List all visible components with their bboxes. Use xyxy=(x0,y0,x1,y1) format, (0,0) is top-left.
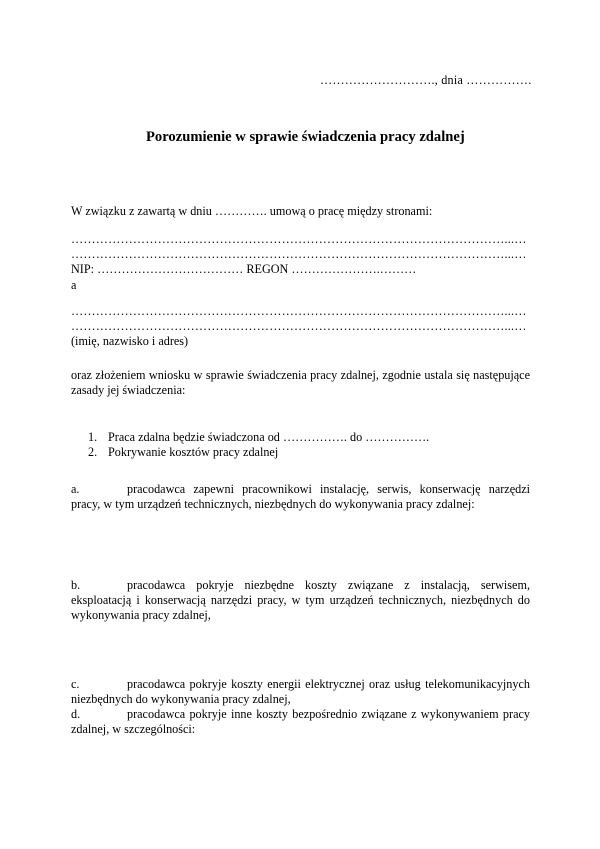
list-item-2 xyxy=(88,445,278,460)
clause-letter: a. xyxy=(71,482,80,496)
party2-line2: ……………………………………………………………………………………………...… xyxy=(71,319,527,333)
clause-letter: b. xyxy=(71,578,81,592)
nip-regon-line: NIP: ……………………………… REGON ………………….……… xyxy=(71,262,417,276)
clause-letter: d. xyxy=(71,707,81,721)
document-title: Porozumienie w sprawie świadczenia pracy zdalnej xyxy=(146,129,465,145)
clause-c xyxy=(71,677,530,707)
party1-line1: ……………………………………………………………………………………………...… xyxy=(71,232,527,246)
clause-text: pracodawca pokryje koszty energii elektrycznej oraz usług telekomunikacyjnych niezbędnych do wykonywania pracy zdalnej, xyxy=(71,677,530,706)
list-number: 2. xyxy=(88,445,98,459)
clause-d xyxy=(71,707,530,737)
conjunction-a: a xyxy=(71,278,77,292)
clause-a xyxy=(71,482,530,512)
intro-text: W związku z zawartą w dniu …………. umową o pracę między stronami: xyxy=(71,204,433,218)
clause-text: pracodawca pokryje niezbędne koszty związane z instalacją, serwisem, eksploatacją i konserwacją narzędzi pracy, w tym urządzeń technicznych, niezbędnych do wykonywania pracy zdalnej, xyxy=(71,578,530,622)
list-number: 1. xyxy=(88,430,98,444)
party2-caption: (imię, nazwisko i adres) xyxy=(71,334,189,348)
list-item-1 xyxy=(88,430,429,445)
place-date-line: ………………………., dnia ……………. xyxy=(320,73,532,87)
party1-line2: ……………………………………………………………………………………………...… xyxy=(71,247,527,261)
clause-text: pracodawca pokryje inne koszty bezpośrednio związane z wykonywaniem pracy zdalnej, w szczególności: xyxy=(71,707,530,736)
list-text: Praca zdalna będzie świadczona od ……………. do ……………. xyxy=(108,430,430,444)
clause-b xyxy=(71,578,530,623)
clause-letter: c. xyxy=(71,677,80,691)
agreement-paragraph: oraz złożeniem wniosku w sprawie świadczenia pracy zdalnej, zgodnie ustala się następujące zasady jej świadczenia: xyxy=(71,368,530,397)
party2-line1: ……………………………………………………………………………………………...… xyxy=(71,304,527,318)
clause-text: pracodawca zapewni pracownikowi instalację, serwis, konserwację narzędzi pracy, w tym urządzeń technicznych, niezbędnych do wykonywania pracy zdalnej: xyxy=(71,482,530,511)
list-text: Pokrywanie kosztów pracy zdalnej xyxy=(108,445,279,459)
